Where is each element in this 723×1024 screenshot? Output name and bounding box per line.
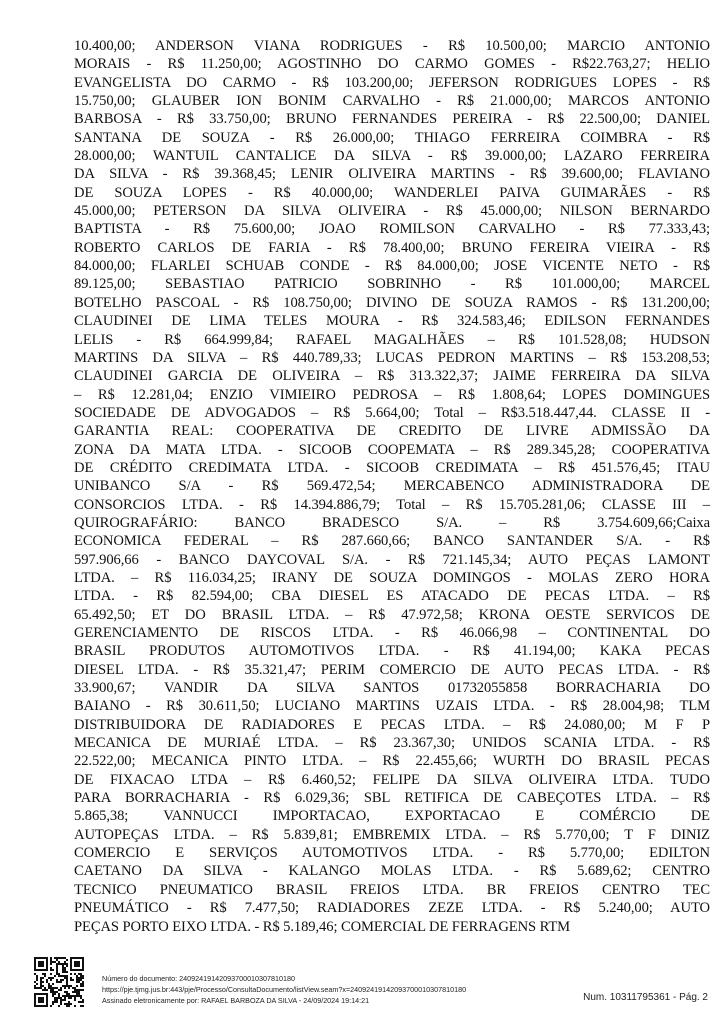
page-footer xyxy=(20,955,710,1015)
document-number: Número do documento: 24092419142093700010307810180 xyxy=(102,974,296,983)
text-line: DISTRIBUIDORA DE RADIADORES E PECAS LTDA. – R$ 24.080,00; M F P xyxy=(74,716,710,733)
text-line: PNEUMÁTICO - R$ 7.477,50; RADIADORES ZEZE LTDA. - R$ 5.240,00; AUTO xyxy=(74,900,710,917)
text-line: EVANGELISTA DO CARMO - R$ 103.200,00; JEFERSON RODRIGUES LOPES - R$ xyxy=(74,74,710,91)
text-line: DE CRÉDITO CREDIMATA LTDA. - SICOOB CREDIMATA – R$ 451.576,45; ITAU xyxy=(74,459,710,476)
text-line: CONSORCIOS LTDA. - R$ 14.394.886,79; Total – R$ 15.705.281,06; CLASSE III – xyxy=(74,496,710,513)
text-line: TECNICO PNEUMATICO BRASIL FREIOS LTDA. BR FREIOS CENTRO TEC xyxy=(74,881,710,898)
text-line: ROBERTO CARLOS DE FARIA - R$ 78.400,00; BRUNO FEREIRA VIEIRA - R$ xyxy=(74,239,710,256)
text-line: DE SOUZA LOPES - R$ 40.000,00; WANDERLEI PAIVA GUIMARÃES - R$ xyxy=(74,184,710,201)
document-metadata xyxy=(102,973,466,1006)
text-line: MARTINS DA SILVA – R$ 440.789,33; LUCAS PEDRON MARTINS – R$ 153.208,53; xyxy=(74,349,710,366)
text-line: COMERCIO E SERVIÇOS AUTOMOTIVOS LTDA. - R$ 5.770,00; EDILTON xyxy=(74,845,710,862)
text-line: BARBOSA - R$ 33.750,00; BRUNO FERNANDES PEREIRA - R$ 22.500,00; DANIEL xyxy=(74,111,710,128)
signature-info: Assinado eletronicamente por: RAFAEL BARBOZA DA SILVA - 24/09/2024 19:14:21 xyxy=(102,996,370,1005)
text-line: ZONA DA MATA LTDA. - SICOOB COOPEMATA – R$ 289.345,28; COOPERATIVA xyxy=(74,441,710,458)
text-line: 28.000,00; WANTUIL CANTALICE DA SILVA - R$ 39.000,00; LAZARO FERREIRA xyxy=(74,148,710,165)
text-line: LTDA. - R$ 82.594,00; CBA DIESEL ES ATACADO DE PECAS LTDA. – R$ xyxy=(74,588,710,605)
text-line: LELIS - R$ 664.999,84; RAFAEL MAGALHÃES – R$ 101.528,08; HUDSON xyxy=(74,331,710,348)
text-line: QUIROGRAFÁRIO: BANCO BRADESCO S/A. – R$ 3.754.609,66;Caixa xyxy=(74,514,710,531)
document-body xyxy=(74,37,710,936)
page-number: Num. 10311795361 - Pág. 2 xyxy=(583,992,708,1003)
text-line: 65.492,50; ET DO BRASIL LTDA. – R$ 47.972,58; KRONA OESTE SERVICOS DE xyxy=(74,606,710,623)
text-line: BOTELHO PASCOAL - R$ 108.750,00; DIVINO DE SOUZA RAMOS - R$ 131.200,00; xyxy=(74,294,710,311)
text-line: – R$ 12.281,04; ENZIO VIMIEIRO PEDROSA – R$ 1.808,64; LOPES DOMINGUES xyxy=(74,386,710,403)
text-line: CLAUDINEI DE LIMA TELES MOURA - R$ 324.583,46; EDILSON FERNANDES xyxy=(74,313,710,330)
text-line: GARANTIA REAL: COOPERATIVA DE CREDITO DE LIVRE ADMISSÃO DA xyxy=(74,423,710,440)
text-line: 10.400,00; ANDERSON VIANA RODRIGUES - R$ 10.500,00; MARCIO ANTONIO xyxy=(74,38,710,54)
text-line: UNIBANCO S/A - R$ 569.472,54; MERCABENCO ADMINISTRADORA DE xyxy=(74,478,710,495)
text-line: SOCIEDADE DE ADVOGADOS – R$ 5.664,00; Total – R$3.518.447,44. CLASSE II - xyxy=(74,404,710,421)
text-line: 84.000,00; FLARLEI SCHUAB CONDE - R$ 84.000,00; JOSE VICENTE NETO - R$ xyxy=(74,258,710,275)
text-line: DA SILVA - R$ 39.368,45; LENIR OLIVEIRA MARTINS - R$ 39.600,00; FLAVIANO xyxy=(74,166,710,183)
text-line: DIESEL LTDA. - R$ 35.321,47; PERIM COMERCIO DE AUTO PECAS LTDA. - R$ xyxy=(74,661,710,678)
text-line: 33.900,67; VANDIR DA SILVA SANTOS 01732055858 BORRACHARIA DO xyxy=(74,680,710,697)
text-line: 89.125,00; SEBASTIAO PATRICIO SOBRINHO - R$ 101.000,00; MARCEL xyxy=(74,276,710,293)
text-line: 15.750,00; GLAUBER ION BONIM CARVALHO - R$ 21.000,00; MARCOS ANTONIO xyxy=(74,93,710,110)
text-line: PARA BORRACHARIA - R$ 6.029,36; SBL RETIFICA DE CABEÇOTES LTDA. – R$ xyxy=(74,790,710,807)
text-line: CAETANO DA SILVA - KALANGO MOLAS LTDA. - R$ 5.689,62; CENTRO xyxy=(74,863,710,880)
text-line: LTDA. – R$ 116.034,25; IRANY DE SOUZA DOMINGOS - MOLAS ZERO HORA xyxy=(74,569,710,586)
text-line: CLAUDINEI GARCIA DE OLIVEIRA – R$ 313.322,37; JAIME FERREIRA DA SILVA xyxy=(74,368,710,385)
text-line: BRASIL PRODUTOS AUTOMOTIVOS LTDA. - R$ 41.194,00; KAKA PECAS xyxy=(74,643,710,660)
text-line: MORAIS - R$ 11.250,00; AGOSTINHO DO CARMO GOMES - R$22.763,27; HELIO xyxy=(74,56,710,73)
text-line: 597.906,66 - BANCO DAYCOVAL S/A. - R$ 721.145,34; AUTO PEÇAS LAMONT xyxy=(74,551,710,568)
text-line: 45.000,00; PETERSON DA SILVA OLIVEIRA - R$ 45.000,00; NILSON BERNARDO xyxy=(74,203,710,220)
text-line: BAPTISTA - R$ 75.600,00; JOAO ROMILSON CARVALHO - R$ 77.333,43; xyxy=(74,221,710,238)
qr-code-icon[interactable] xyxy=(34,957,84,1007)
text-line: PEÇAS PORTO EIXO LTDA. - R$ 5.189,46; COMERCIAL DE FERRAGENS RTM xyxy=(74,918,571,935)
text-line: DE FIXACAO LTDA – R$ 6.460,52; FELIPE DA SILVA OLIVEIRA LTDA. TUDO xyxy=(74,771,710,788)
document-url[interactable]: https://pje.tjmg.jus.br:443/pje/Processo/ConsultaDocumento/listView.seam?x=24092419142093700010307810180 xyxy=(102,985,467,994)
text-line: MECANICA DE MURIAÉ LTDA. – R$ 23.367,30; UNIDOS SCANIA LTDA. - R$ xyxy=(74,735,710,752)
text-line: ECONOMICA FEDERAL – R$ 287.660,66; BANCO SANTANDER S/A. - R$ xyxy=(74,533,710,550)
text-line: GERENCIAMENTO DE RISCOS LTDA. - R$ 46.066,98 – CONTINENTAL DO xyxy=(74,625,710,641)
text-line: 5.865,38; VANNUCCI IMPORTACAO, EXPORTACAO E COMÉRCIO DE xyxy=(74,808,710,825)
text-line: BAIANO - R$ 30.611,50; LUCIANO MARTINS UZAIS LTDA. - R$ 28.004,98; TLM xyxy=(74,698,710,715)
text-line: AUTOPEÇAS LTDA. – R$ 5.839,81; EMBREMIX LTDA. – R$ 5.770,00; T F DINIZ xyxy=(74,826,710,843)
text-line: 22.522,00; MECANICA PINTO LTDA. – R$ 22.455,66; WURTH DO BRASIL PECAS xyxy=(74,753,710,770)
text-line: SANTANA DE SOUZA - R$ 26.000,00; THIAGO FERREIRA COIMBRA - R$ xyxy=(74,129,710,146)
